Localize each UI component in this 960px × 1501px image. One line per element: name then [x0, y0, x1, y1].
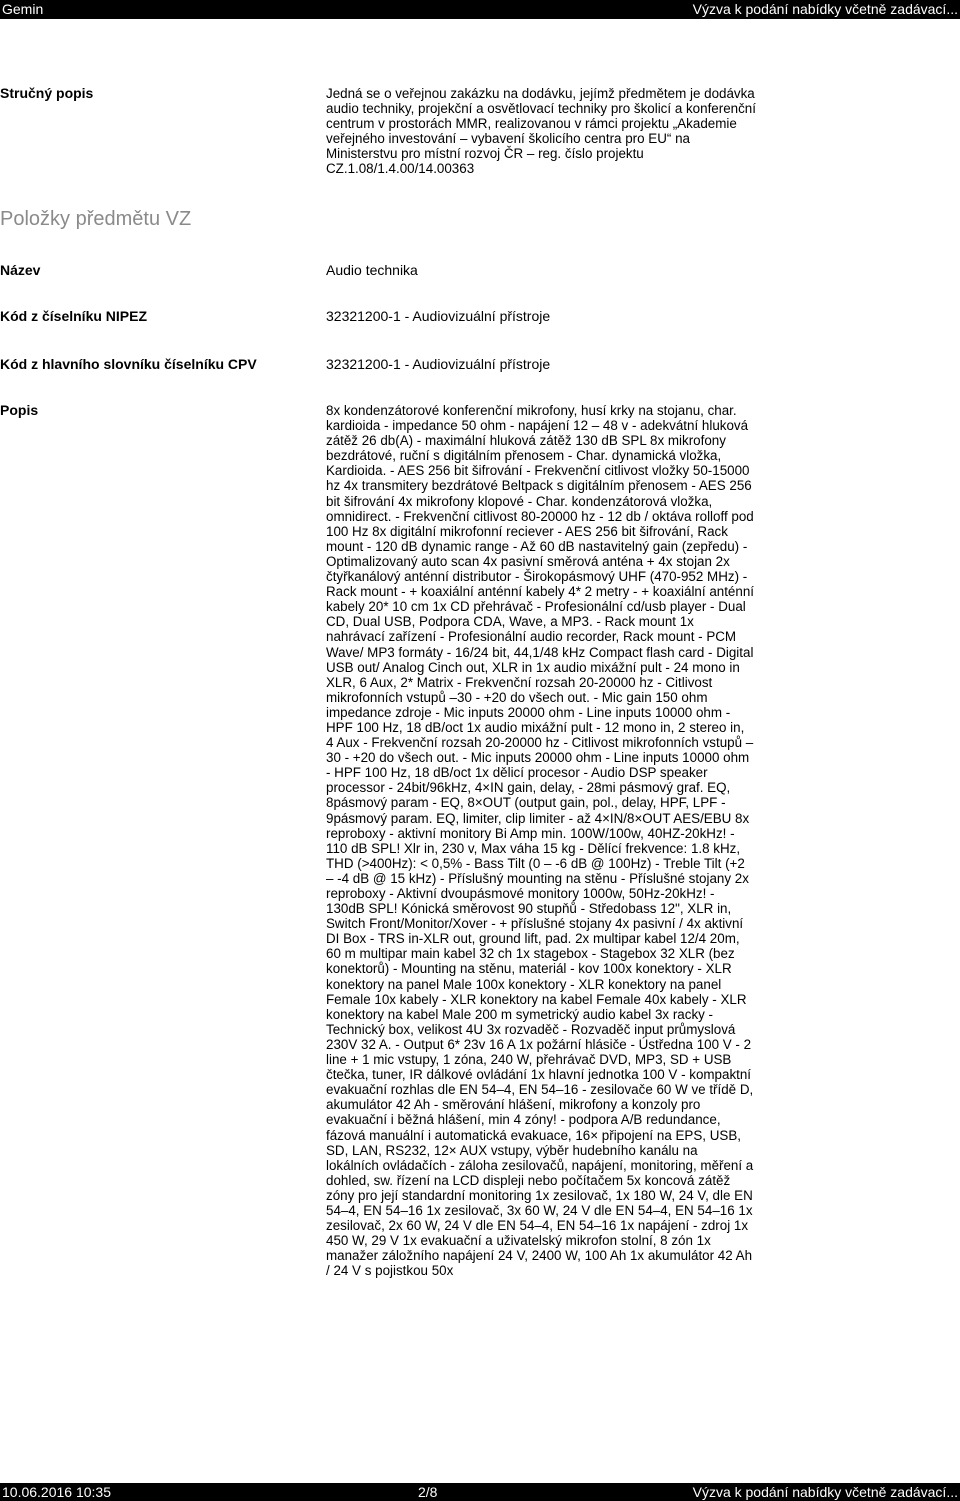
strucny-popis-label: Stručný popis — [0, 85, 94, 101]
strucny-popis-text: Jedná se o veřejnou zakázku na dodávku, jejímž předmětem je dodávka audio techniky, projekční a osvětlovací techniky pro školicí a konferenční centrum v prostorách MMR, realizovanou v rámci projektu „Akademie veřejného investování – vybavení školicího centra pro EU“ na Ministerstvu pro místní rozvoj ČR – reg. číslo projektu CZ.1.08/1.4.00/14.00363 — [326, 86, 756, 177]
cpv-value: 32321200-1 - Audiovizuální přístroje — [326, 356, 551, 372]
section-title: Položky předmětu VZ — [0, 208, 192, 230]
cpv-label: Kód z hlavního slovníku číselníku CPV — [0, 356, 257, 372]
nipez-label: Kód z číselníku NIPEZ — [0, 308, 148, 324]
nipez-value: 32321200-1 - Audiovizuální přístroje — [326, 308, 551, 324]
page-footer — [0, 1483, 960, 1501]
nazev-label: Název — [0, 262, 41, 278]
header-company: Gemin — [2, 1, 44, 17]
footer-page-number: 2/8 — [418, 1484, 438, 1500]
page-header — [0, 0, 960, 19]
footer-document-title: Výzva k podání nabídky včetně zadávací... — [692, 1484, 958, 1500]
popis-label: Popis — [0, 402, 39, 418]
nazev-value: Audio technika — [326, 262, 418, 278]
footer-datetime: 10.06.2016 10:35 — [2, 1484, 111, 1500]
popis-value: 8x kondenzátorové konferenční mikrofony, husí krky na stojanu, char. kardioida - impedance 50 ohm - napájení 12 – 48 v - adekvátní hluková zátěž 26 db(A) - maximální hluková zátěž 130 dB SPL 8x mikrofony bezdrátové, ruční s digitálním přenosem - Char. dynamická vložka, Kardioida. - AES 256 bit šifrování - Frekvenční citlivost vložky 50-15000 hz 4x transmitery bezdrátové Beltpack s digitálním přenosem - AES 256 bit šifrování 4x mikrofony klopové - Char. kondenzátorová vložka, omnidirect. - Frekvenční citlivost 80-20000 hz - 12 db / oktáva rolloff pod 100 Hz 8x digitální mikrofonní reciever - AES 256 bit šifrování, Rack mount - 120 dB dynamic range - Až 60 dB nastavitelný gain (zepředu) - Optimalizovaný auto scan 4x pasivní směrová anténa + 4x stojan 2x čtyřkanálový anténní distributor - Širokopásmový UHF (470-952 MHz) - Rack mount - + koaxiální anténní kabely 4* 2 metry - + koaxiální anténní kabely 20* 10 cm 1x CD přehrávač - Profesionální cd/usb player - Dual CD, Dual USB, Podpora CDA, Wave, a MP3. - Rack mount 1x nahrávací zařízení - Profesionální audio recorder, Rack mount - PCM Wave/ MP3 formáty - 16/24 bit, 44,1/48 kHz Compact flash card - Digital USB out/ Analog Cinch out, XLR in 1x audio mixážní pult - 24 mono in XLR, 6 Aux, 2* Matrix - Frekvenční rozsah 20-20000 hz - Citlivost mikrofonních vstupů –30 - +20 do všech out. - Mic gain 150 ohm impedance zdroje - Mic inputs 20000 ohm - Line inputs 10000 ohm - HPF 100 Hz, 18 dB/oct 1x audio mixážní pult - 12 mono in, 2 stereo in, 4 Aux - Frekvenční rozsah 20-20000 hz - Citlivost mikrofonních vstupů –30 - +20 do všech out. - Mic inputs 20000 ohm - Line inputs 10000 ohm - HPF 100 Hz, 18 dB/oct 1x dělicí procesor - Audio DSP speaker processor - 24bit/96kHz, 4×IN gain, delay, - 28mi pásmový graf. EQ, 8pásmový param - EQ, 8×OUT (output gain, pol., delay, HPF, LPF - 9pásmový param. EQ, limiter, clip limiter - až 4×IN/8×OUT AES/EBU 8x reproboxy - aktivní monitory Bi Amp min. 100W/100w, 40HZ-20kHz! - 110 dB SPL! Xlr in, 230 v, Max váha 15 kg - Dělící frekvence: 1.8 kHz, THD (>400Hz): < 0,5% - Bass Tilt (0 – -6 dB @ 100Hz) - Treble Tilt (+2 – -4 dB @ 15 kHz) - Příslušný mounting na stěnu - Příslušné stojany 2x reproboxy - Aktivní dvoupásmové monitory 1000w, 50Hz-20kHz! - 130dB SPL! Kónická směrovost 90 stupňů - Středobass 12", XLR in, Switch Front/Monitor/Xover - + příslušné stojany 4x pasivní / 4x aktivní DI Box - TRS in-XLR out, ground lift, pad. 2x multipar kabel 12/4 20m, 60 m multipar main kabel 32 ch 1x stagebox - Stagebox 32 XLR (bez konektorů) - Mounting na stěnu, materiál - kov 100x konektory - XLR konektory na panel Male 100x konektory - XLR konektory na panel Female 10x kabely - XLR konektory na kabel Female 40x kabely - XLR konektory na kabel Male 200 m symetrický audio kabel 3x racky - Technický box, velikost 4U 3x rozvaděč - Rozvaděč input průmyslová 230V 32 A. - Output 6* 23v 16 A 1x požární hlásiče - Ústředna 100 V - 2 line + 1 mic vstupy, 1 zóna, 240 W, přehrávač DVD, MP3, SD + USB čtečka, tuner, IR dálkové ovládání 1x hlavní jednotka 100 V - kompaktní evakuační rozhlas dle EN 54–4, EN 54–16 - zesilovače 60 W ve třídě D, akumulátor 42 Ah - směrování hlášení, mikrofony a konzoly pro evakuační i běžná hlášení, min 4 zóny! - podpora A/B redundance, fázová manuální i automatická evakuace, 16× připojení na EPS, USB, SD, LAN, RS232, 12× AUX vstupy, výběr hudebního kanálu na lokálních ovládačích - záloha zesilovačů, napájení, monitoring, měření a dohled, sw. řízení na LCD displeji nebo počítačem 5x koncová zátěž zóny pro její standardní monitoring 1x zesilovač, 1x 180 W, 24 V, dle EN 54–4, EN 54–16 1x zesilovač, 3x 60 W, 24 V dle EN 54–4, EN 54–16 1x zesilovač, 2x 60 W, 24 V dle EN 54–4, EN 54–16 1x napájení - zdroj 1x 450 W, 29 V 1x evakuační a uživatelský mikrofon stolní, 8 zón 1x manažer záložního napájení 24 V, 2400 W, 100 Ah 1x akumulátor 42 Ah / 24 V s pojistkou 50x — [326, 403, 754, 1279]
header-document-title: Výzva k podání nabídky včetně zadávací... — [692, 1, 958, 17]
